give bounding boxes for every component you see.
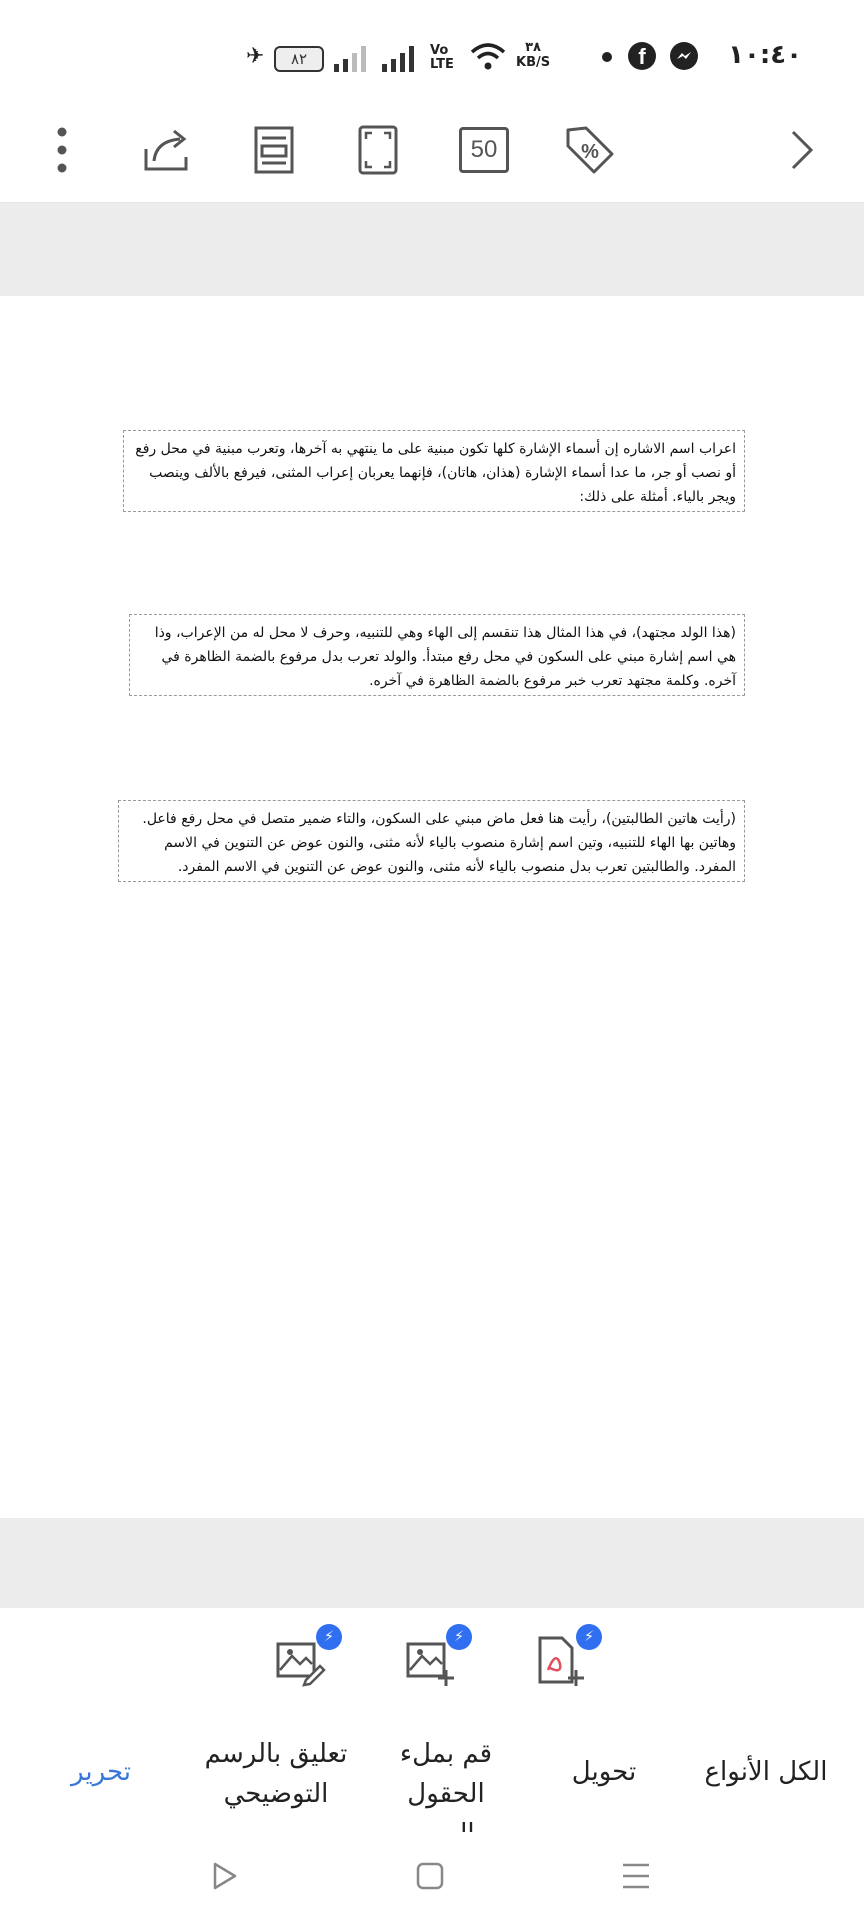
pdf-add-icon[interactable] bbox=[528, 1629, 594, 1690]
viewer-margin-top bbox=[0, 203, 864, 296]
tab-label: قم بملء bbox=[399, 1739, 493, 1769]
menu-icon[interactable] bbox=[608, 1848, 664, 1904]
paragraph-text: (رأيت هاتين الطالبتين)، رأيت هنا فعل ماض مبني على السكون، والتاء ضمير متصل في محل رفع فاعل. وهاتين بها الهاء للتنبيه، وتين اسم إشارة منصوب بالياء لأنه مثنى، والنون عوض عن التنوين في الاسم المفرد. والطالبتين تعرب بدل منصوب بالياء لأنه مثنى، والنون عوض عن التنوين في الاسم المفرد. bbox=[142, 811, 736, 875]
tab-label: تعليق بالرسم bbox=[204, 1739, 348, 1769]
tab-all-types[interactable] bbox=[696, 1752, 836, 1792]
bolt-icon: ✈ bbox=[246, 44, 265, 69]
network-speed bbox=[516, 40, 550, 70]
top-toolbar bbox=[0, 100, 864, 203]
signal-icon bbox=[382, 46, 416, 72]
tag-percent-icon[interactable] bbox=[558, 118, 622, 182]
more-vertical-icon[interactable] bbox=[30, 118, 94, 182]
bolt-badge-icon: ⚡ bbox=[446, 1624, 472, 1650]
svg-text:%: % bbox=[581, 141, 599, 163]
zoom-label: 50 bbox=[459, 127, 509, 173]
speed-unit: KB/S bbox=[516, 55, 551, 70]
status-bar bbox=[0, 0, 864, 100]
signal-icon bbox=[334, 46, 368, 72]
tab-label: التوضيحي bbox=[223, 1779, 329, 1809]
tab-label: الحقول bbox=[407, 1779, 485, 1809]
layout-icon[interactable] bbox=[242, 118, 306, 182]
speed-value: ٣٨ bbox=[525, 40, 541, 55]
paragraph-text: اعراب اسم الاشاره إن أسماء الإشارة كلها تكون مبنية على ما ينتهي به آخرها، وتعرب مبنية في محل رفع أو نصب أو جر، ما عدا أسماء الإشارة (هذان، هاتان)، فإنهما يعربان إعراب المثنى، فيرفع بالألف وينصب ويجر بالياء. أمثلة على ذلك: bbox=[135, 441, 736, 505]
home-square-icon[interactable] bbox=[402, 1848, 458, 1904]
tab-edit[interactable] bbox=[56, 1752, 146, 1792]
system-nav-bar bbox=[0, 1832, 864, 1920]
share-icon[interactable] bbox=[136, 118, 200, 182]
bolt-badge-icon: ⚡ bbox=[576, 1624, 602, 1650]
messenger-icon bbox=[670, 42, 698, 70]
battery-icon: ٨٢ bbox=[274, 46, 324, 72]
fullscreen-icon[interactable] bbox=[346, 118, 410, 182]
viewer-margin-bottom bbox=[0, 1518, 864, 1608]
text-box[interactable] bbox=[129, 614, 745, 696]
bottom-tabs bbox=[0, 1712, 864, 1832]
quick-actions bbox=[0, 1608, 864, 1713]
tab-convert[interactable] bbox=[552, 1752, 656, 1792]
chevron-right-icon[interactable] bbox=[770, 118, 834, 182]
dot-icon bbox=[602, 52, 612, 62]
paragraph-text: (هذا الولد مجتهد)، في هذا المثال هذا تنقسم إلى الهاء وهي للتنبيه، وحرف لا محل له من الإعراب، وذا هي اسم إشارة مبني على السكون في محل رفع مبتدأ. والولد تعرب بدل مرفوع بالضمة الظاهرة في آخره. وكلمة مجتهد تعرب خبر مرفوع بالضمة الظاهرة في آخره. bbox=[154, 625, 736, 689]
image-edit-icon[interactable] bbox=[268, 1629, 334, 1690]
document-page[interactable] bbox=[0, 296, 864, 1518]
status-time: ١٠:٤٠ bbox=[728, 40, 802, 70]
bolt-badge-icon: ⚡ bbox=[316, 1624, 342, 1650]
text-box[interactable] bbox=[123, 430, 745, 512]
tab-label: تحرير bbox=[71, 1757, 131, 1787]
facebook-icon: f bbox=[628, 42, 656, 70]
tab-label: الكل الأنواع bbox=[704, 1757, 828, 1787]
back-triangle-icon[interactable] bbox=[196, 1848, 252, 1904]
volte-label: Vo LTE bbox=[430, 43, 454, 72]
wifi-icon bbox=[470, 42, 506, 72]
tab-label: تحويل bbox=[571, 1757, 637, 1787]
image-add-icon[interactable] bbox=[398, 1629, 464, 1690]
text-box[interactable] bbox=[118, 800, 745, 882]
tab-annotate[interactable] bbox=[196, 1734, 356, 1814]
zoom-badge-icon[interactable] bbox=[452, 118, 516, 182]
